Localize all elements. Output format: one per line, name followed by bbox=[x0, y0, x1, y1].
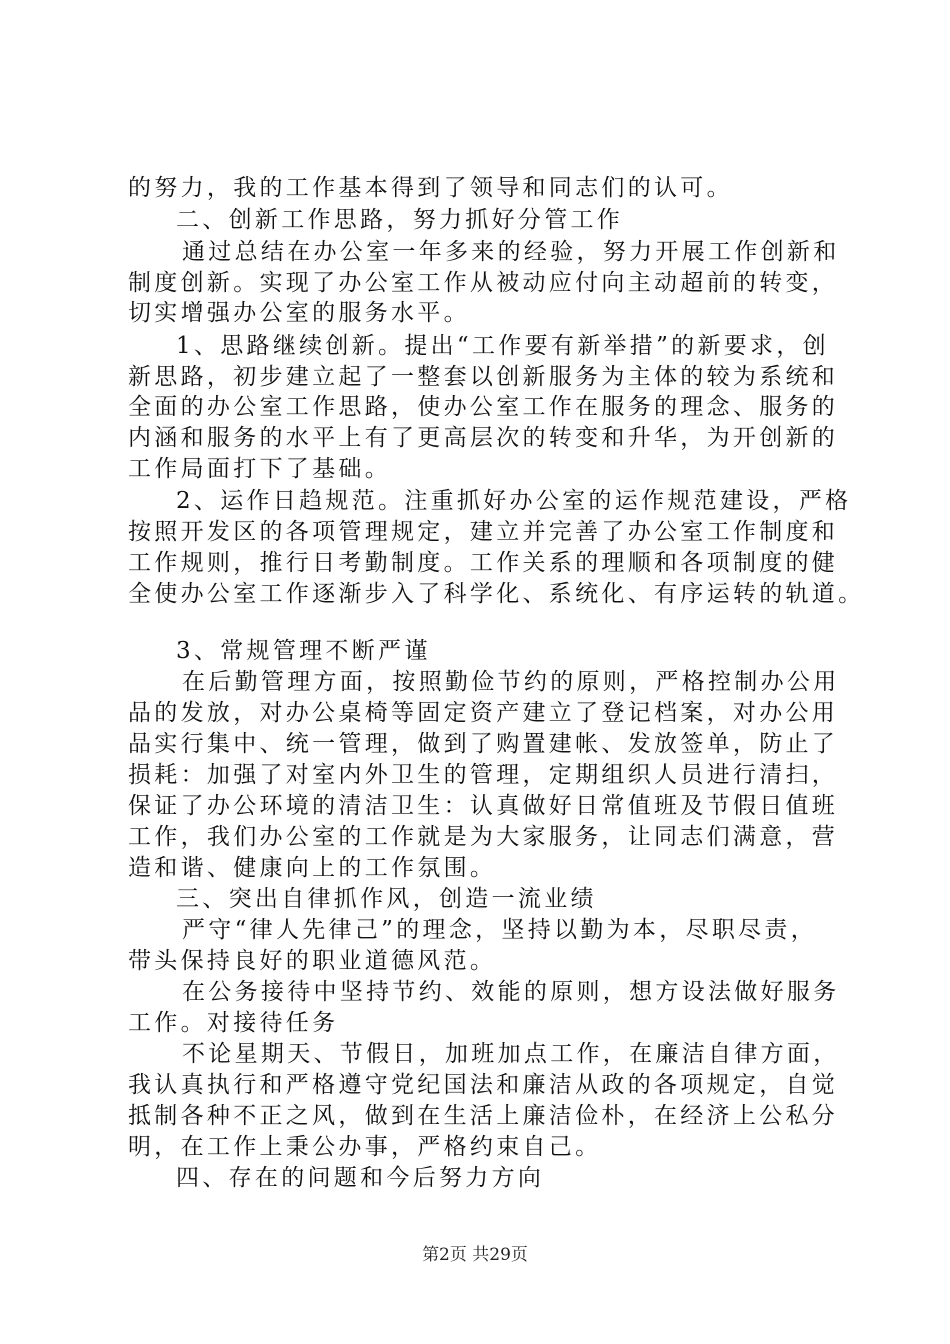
section-heading: 三、突出自律抓作风，创造一流业绩 bbox=[176, 886, 597, 912]
text-line: 工作局面打下了基础。 bbox=[128, 456, 391, 482]
text-line: 品实行集中、统一管理，做到了购置建帐、发放签单，防止了 bbox=[128, 731, 839, 757]
text-line: 切实增强办公室的服务水平。 bbox=[128, 300, 470, 326]
text-line: 通过总结在办公室一年多来的经验，努力开展工作创新和 bbox=[182, 239, 840, 265]
text-line: 工作。对接待任务 bbox=[128, 1010, 339, 1036]
text-line: 工作规则，推行日考勤制度。工作关系的理顺和各项制度的健 bbox=[128, 550, 839, 576]
text-line: 制度创新。实现了办公室工作从被动应付向主动超前的转变， bbox=[128, 270, 839, 296]
section-heading: 3、常规管理不断严谨 bbox=[176, 638, 431, 664]
text-line: 1、思路继续创新。提出“工作要有新举措”的新要求，创 bbox=[176, 333, 829, 359]
text-line: 在公务接待中坚持节约、效能的原则，想方设法做好服务 bbox=[182, 979, 840, 1005]
text-line: 保证了办公环境的清洁卫生：认真做好日常值班及节假日值班 bbox=[128, 793, 839, 819]
text-line: 2、运作日趋规范。注重抓好办公室的运作规范建设，严格 bbox=[176, 488, 852, 514]
text-line: 明，在工作上秉公办事，严格约束自己。 bbox=[128, 1134, 602, 1160]
text-line: 带头保持良好的职业道德风范。 bbox=[128, 948, 497, 974]
page-number-footer: 第2页 共29页 bbox=[422, 1245, 528, 1265]
text-line: 不论星期天、节假日，加班加点工作，在廉洁自律方面， bbox=[182, 1041, 840, 1067]
text-line: 的努力，我的工作基本得到了领导和同志们的认可。 bbox=[128, 175, 733, 201]
text-line: 我认真执行和严格遵守党纪国法和廉洁从政的各项规定，自觉 bbox=[128, 1072, 839, 1098]
text-line: 造和谐、健康向上的工作氛围。 bbox=[128, 855, 497, 881]
text-line: 在后勤管理方面，按照勤俭节约的原则，严格控制办公用 bbox=[182, 669, 840, 695]
section-heading: 二、创新工作思路，努力抓好分管工作 bbox=[176, 207, 624, 233]
text-line: 工作，我们办公室的工作就是为大家服务，让同志们满意，营 bbox=[128, 824, 839, 850]
text-line: 抵制各种不正之风，做到在生活上廉洁俭朴，在经济上公私分 bbox=[128, 1103, 839, 1129]
section-heading: 四、存在的问题和今后努力方向 bbox=[176, 1165, 545, 1191]
text-line: 品的发放，对办公桌椅等固定资产建立了登记档案，对办公用 bbox=[128, 700, 839, 726]
text-line: 全使办公室工作逐渐步入了科学化、系统化、有序运转的轨道。 bbox=[128, 581, 865, 607]
text-line: 严守“律人先律己”的理念，坚持以勤为本，尽职尽责， bbox=[182, 917, 818, 943]
text-line: 按照开发区的各项管理规定，建立并完善了办公室工作制度和 bbox=[128, 519, 839, 545]
text-line: 新思路，初步建立起了一整套以创新服务为主体的较为系统和 bbox=[128, 364, 839, 390]
text-line: 损耗：加强了对室内外卫生的管理，定期组织人员进行清扫， bbox=[128, 762, 839, 788]
text-line: 内涵和服务的水平上有了更高层次的转变和升华，为开创新的 bbox=[128, 425, 839, 451]
text-line: 全面的办公室工作思路，使办公室工作在服务的理念、服务的 bbox=[128, 394, 839, 420]
